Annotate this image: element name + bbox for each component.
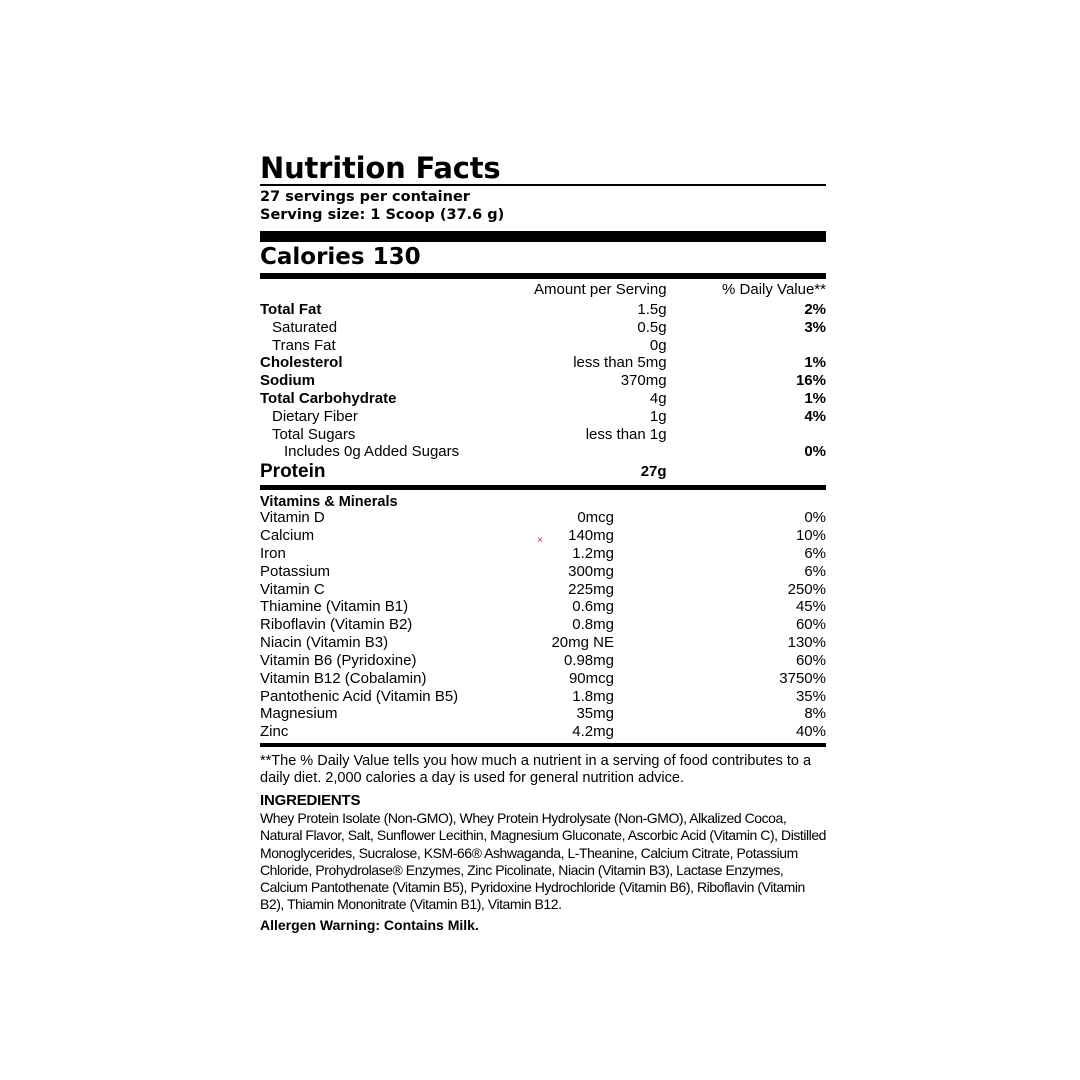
vitamin-amount: 225mg bbox=[568, 580, 614, 598]
nutrient-row-dietary-fiber bbox=[260, 408, 826, 426]
protein-name: Protein bbox=[260, 461, 326, 483]
vitamin-amount: 1.8mg bbox=[572, 687, 614, 705]
nutrient-row-total-carbohydrate bbox=[260, 390, 826, 408]
nutrient-dv: 0% bbox=[804, 443, 826, 461]
nutrient-dv: 16% bbox=[795, 372, 826, 390]
vitamin-dv: 40% bbox=[795, 723, 826, 741]
vitamin-row-vitamin-b6 bbox=[260, 652, 826, 670]
vitamin-dv: 3750% bbox=[779, 669, 826, 687]
nutrient-dv: 3% bbox=[804, 318, 826, 336]
ingredients-title: INGREDIENTS bbox=[260, 792, 361, 810]
nutrient-row-saturated bbox=[260, 319, 826, 337]
nutrient-name: Total Fat bbox=[260, 301, 322, 318]
vitamin-name: Niacin (Vitamin B3) bbox=[260, 634, 389, 652]
vitamin-row-pantothenic-acid bbox=[260, 688, 826, 706]
nutrient-row-trans-fat bbox=[260, 337, 826, 355]
nutrient-dv: 1% bbox=[804, 354, 826, 372]
vitamin-row-vitamin-b12 bbox=[260, 670, 826, 688]
vitamin-dv: 8% bbox=[804, 705, 826, 723]
red-x-mark: × bbox=[537, 535, 543, 546]
vitamin-row-vitamin-d bbox=[260, 509, 826, 527]
vitamin-amount: 1.2mg bbox=[572, 544, 614, 562]
vitamin-row-calcium bbox=[260, 527, 826, 545]
vitamin-amount: 4.2mg bbox=[572, 723, 614, 741]
nutrient-amount: less than 5mg bbox=[573, 354, 667, 372]
nutrient-row-total-sugars bbox=[260, 426, 826, 444]
divider-vitamins bbox=[260, 485, 826, 490]
daily-value-footnote: **The % Daily Value tells you how much a nutrient in a serving of food contributes to a daily diet. 2,000 calories a day is used for general nutrition advice. bbox=[260, 753, 812, 787]
nutrient-table-header bbox=[260, 279, 826, 301]
amount-per-serving-header: Amount per Serving bbox=[534, 281, 667, 298]
nutrient-dv: 4% bbox=[804, 407, 826, 425]
vitamin-dv: 35% bbox=[795, 687, 826, 705]
vitamin-amount: 0.6mg bbox=[572, 598, 614, 616]
nutrient-dv: 1% bbox=[804, 389, 826, 407]
label-title: Nutrition Facts bbox=[260, 152, 826, 186]
nutrient-amount: 0.5g bbox=[637, 318, 667, 336]
vitamin-row-niacin bbox=[260, 634, 826, 652]
vitamin-row-riboflavin bbox=[260, 616, 826, 634]
daily-value-header: % Daily Value** bbox=[722, 281, 826, 298]
vitamin-amount: 0.98mg bbox=[563, 651, 614, 669]
vitamin-name: Vitamin B12 (Cobalamin) bbox=[260, 669, 427, 687]
nutrient-row-sodium bbox=[260, 372, 826, 390]
vitamin-dv: 0% bbox=[804, 509, 826, 527]
vitamin-name: Magnesium bbox=[260, 705, 338, 723]
vitamin-dv: 130% bbox=[787, 634, 826, 652]
nutrient-dv bbox=[667, 337, 826, 355]
divider-thick bbox=[260, 231, 826, 242]
vitamin-name: Riboflavin (Vitamin B2) bbox=[260, 616, 413, 634]
vitamin-dv: 10% bbox=[795, 527, 826, 545]
vitamin-amount: 90mcg bbox=[568, 669, 614, 687]
nutrient-name: Total Carbohydrate bbox=[260, 389, 397, 407]
nutrient-amount: 1.5g bbox=[637, 301, 667, 318]
nutrient-name: Dietary Fiber bbox=[272, 407, 358, 425]
vitamin-name: Iron bbox=[260, 544, 286, 562]
vitamin-name: Potassium bbox=[260, 562, 331, 580]
vitamin-dv: 6% bbox=[804, 544, 826, 562]
vitamin-row-iron bbox=[260, 545, 826, 563]
vitamins-minerals-title: Vitamins & Minerals bbox=[260, 494, 398, 511]
vitamin-dv: 45% bbox=[795, 598, 826, 616]
nutrient-amount: 0g bbox=[649, 336, 667, 354]
nutrient-row-total-fat bbox=[260, 301, 826, 319]
nutrient-amount bbox=[534, 443, 667, 461]
vitamin-dv: 60% bbox=[795, 651, 826, 669]
vitamin-row-thiamine bbox=[260, 598, 826, 616]
vitamin-name: Vitamin D bbox=[260, 509, 325, 527]
vitamins-table bbox=[260, 509, 826, 741]
divider-bottom bbox=[260, 743, 826, 747]
nutrient-table bbox=[260, 279, 826, 483]
allergen-warning: Allergen Warning: Contains Milk. bbox=[260, 917, 479, 934]
nutrient-name: Sodium bbox=[260, 372, 315, 390]
vitamin-amount: 20mg NE bbox=[551, 634, 614, 652]
vitamin-dv: 60% bbox=[795, 616, 826, 634]
nutrition-label bbox=[260, 152, 826, 934]
vitamin-amount: 35mg bbox=[576, 705, 614, 723]
nutrient-name: Includes 0g Added Sugars bbox=[284, 443, 460, 461]
vitamin-name: Zinc bbox=[260, 723, 289, 741]
nutrient-name: Total Sugars bbox=[272, 425, 356, 443]
nutrient-row-cholesterol bbox=[260, 354, 826, 372]
vitamin-amount: 140mg bbox=[568, 527, 614, 545]
nutrient-name: Trans Fat bbox=[272, 336, 336, 354]
vitamin-row-potassium bbox=[260, 563, 826, 581]
nutrient-amount: 4g bbox=[649, 389, 667, 407]
nutrient-name: Saturated bbox=[272, 318, 338, 336]
vitamin-row-vitamin-c bbox=[260, 581, 826, 599]
nutrient-dv bbox=[667, 426, 826, 444]
nutrient-row-added-sugars bbox=[260, 443, 826, 461]
servings-per-container: 27 servings per container bbox=[260, 189, 470, 205]
vitamin-name: Calcium bbox=[260, 527, 315, 545]
vitamin-name: Vitamin B6 (Pyridoxine) bbox=[260, 651, 417, 669]
serving-size: Serving size: 1 Scoop (37.6 g) bbox=[260, 207, 505, 223]
protein-amount: 27g bbox=[640, 463, 667, 481]
nutrient-name: Cholesterol bbox=[260, 354, 343, 372]
vitamin-amount: 300mg bbox=[568, 562, 614, 580]
nutrient-amount: less than 1g bbox=[585, 425, 667, 443]
nutrient-amount: 1g bbox=[649, 407, 667, 425]
vitamin-name: Vitamin C bbox=[260, 580, 325, 598]
vitamin-amount: 0.8mg bbox=[572, 616, 614, 634]
vitamin-dv: 250% bbox=[787, 580, 826, 598]
vitamin-row-magnesium bbox=[260, 705, 826, 723]
vitamin-row-zinc bbox=[260, 723, 826, 741]
vitamin-dv: 6% bbox=[804, 562, 826, 580]
nutrient-row-protein bbox=[260, 461, 826, 483]
nutrient-amount: 370mg bbox=[620, 372, 667, 390]
calories: Calories 130 bbox=[260, 244, 421, 270]
nutrient-dv: 2% bbox=[804, 301, 826, 318]
vitamin-name: Thiamine (Vitamin B1) bbox=[260, 598, 409, 616]
vitamin-amount: 0mcg bbox=[577, 509, 614, 527]
vitamin-name: Pantothenic Acid (Vitamin B5) bbox=[260, 687, 459, 705]
ingredients-list: Whey Protein Isolate (Non-GMO), Whey Protein Hydrolysate (Non-GMO), Alkalized Cocoa, Natural Flavor, Salt, Sunflower Lecithin, Magnesium Gluconate, Ascorbic Acid (Vitamin C), Distilled Monoglycerides, Sucralose, KSM-66® Ashwaganda, L-Theanine, Calcium Citrate, Potassium Chloride, Prohydrolase® Enzymes, Zinc Picolinate, Niacin (Vitamin B3), Lactase Enzymes, Calcium Pantothenate (Vitamin B5), Pyridoxine Hydrochloride (Vitamin B6), Riboflavin (Vitamin B2), Thiamin Mononitrate (Vitamin B1), Vitamin B12. bbox=[260, 810, 827, 913]
